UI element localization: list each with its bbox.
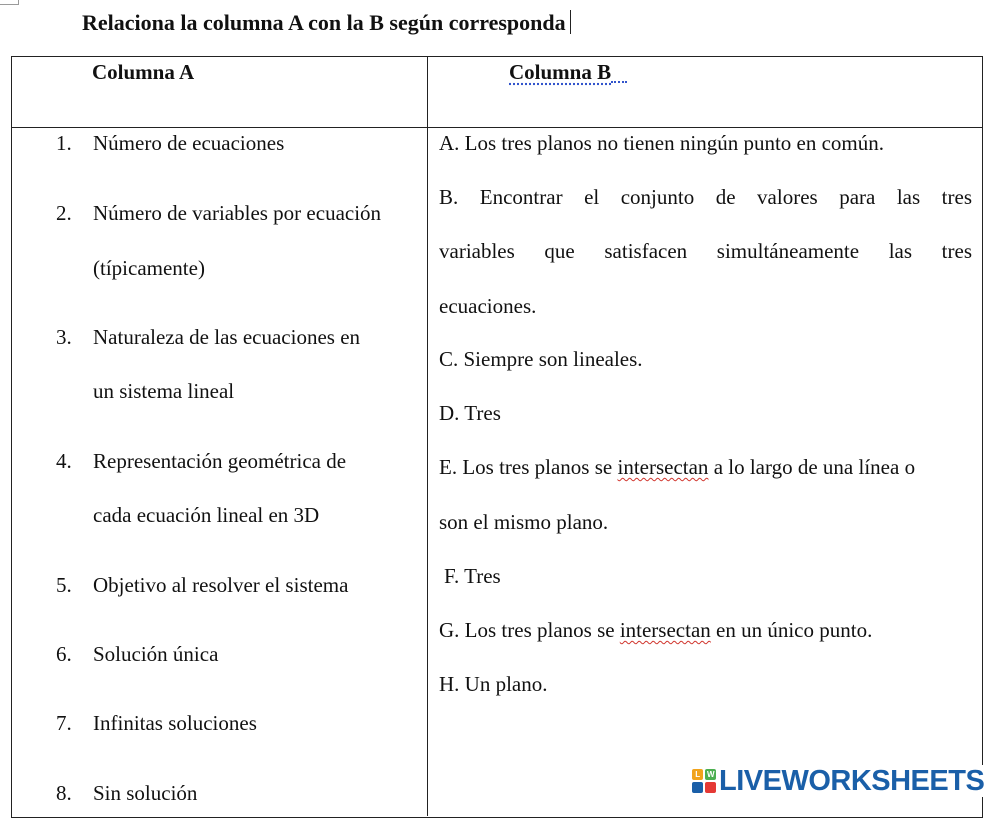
- logo-grid-icon: L W: [692, 769, 716, 793]
- word: para: [839, 185, 876, 209]
- table-border: [11, 56, 983, 818]
- option-a: A. Los tres planos no tienen ningún punto en común.: [439, 131, 885, 155]
- option-g: [439, 618, 872, 643]
- column-b-heading-text: Columna B: [509, 60, 612, 84]
- spellcheck-flagged-word: intersectan: [619, 618, 711, 642]
- text-cursor: [570, 10, 571, 34]
- option-e-line-1: [439, 455, 915, 480]
- item-text: Infinitas soluciones: [93, 711, 257, 735]
- spellcheck-flagged-word: intersectan: [617, 455, 709, 479]
- spellcheck-trail: [611, 79, 627, 83]
- item-text: Objetivo al resolver el sistema: [93, 573, 349, 597]
- option-g-post: en un único punto.: [710, 618, 873, 642]
- item-text: Sin solución: [93, 781, 198, 805]
- item-number: 3.: [56, 325, 72, 349]
- option-c: C. Siempre son lineales.: [439, 347, 643, 371]
- word: las: [888, 239, 913, 263]
- option-b-line-1: [439, 185, 972, 210]
- item-number: 6.: [56, 642, 72, 666]
- word: las: [896, 185, 921, 209]
- option-e-post: a lo largo de una línea o: [708, 455, 916, 479]
- column-divider: [427, 56, 428, 816]
- option-e-line-2: son el mismo plano.: [439, 510, 609, 534]
- option-f: F. Tres: [444, 564, 501, 588]
- column-a-heading: Columna A: [92, 60, 195, 84]
- word: simultáneamente: [716, 239, 860, 263]
- page-corner-mark: [0, 0, 19, 5]
- item-text: Solución única: [93, 642, 219, 666]
- word: que: [544, 239, 575, 263]
- worksheet-title: [82, 10, 571, 36]
- item-number: 1.: [56, 131, 72, 155]
- item-number: 8.: [56, 781, 72, 805]
- option-g-pre: G. Los tres planos se: [439, 618, 620, 642]
- column-b-heading: [509, 60, 627, 85]
- option-b-line-3: ecuaciones.: [439, 294, 537, 318]
- word: el: [584, 185, 600, 209]
- item-text-cont: cada ecuación lineal en 3D: [93, 503, 320, 527]
- word: variables: [439, 239, 515, 263]
- item-number: 5.: [56, 573, 72, 597]
- header-divider: [11, 127, 983, 128]
- title-text: Relaciona la columna A con la B según corresponda: [82, 10, 566, 35]
- word: valores: [757, 185, 818, 209]
- item-text: Naturaleza de las ecuaciones en: [93, 325, 361, 349]
- item-text: Representación geométrica de: [93, 449, 347, 473]
- word: tres: [941, 239, 972, 263]
- item-text: Número de ecuaciones: [93, 131, 285, 155]
- logo-text: LIVEWORKSHEETS: [719, 764, 985, 797]
- option-e-pre: E. Los tres planos se: [439, 455, 618, 479]
- item-number: 7.: [56, 711, 72, 735]
- word: B.: [439, 185, 459, 209]
- item-text: Número de variables por ecuación: [93, 201, 382, 225]
- item-number: 2.: [56, 201, 72, 225]
- liveworksheets-logo: [692, 765, 990, 797]
- option-h: H. Un plano.: [439, 672, 548, 696]
- item-text-cont: (típicamente): [93, 256, 205, 280]
- word: satisfacen: [604, 239, 688, 263]
- option-d: D. Tres: [439, 401, 501, 425]
- item-text-cont: un sistema lineal: [93, 379, 235, 403]
- item-number: 4.: [56, 449, 72, 473]
- word: Encontrar: [479, 185, 563, 209]
- word: conjunto: [620, 185, 695, 209]
- word: de: [715, 185, 736, 209]
- option-b-line-2: [439, 239, 972, 264]
- word: tres: [941, 185, 972, 209]
